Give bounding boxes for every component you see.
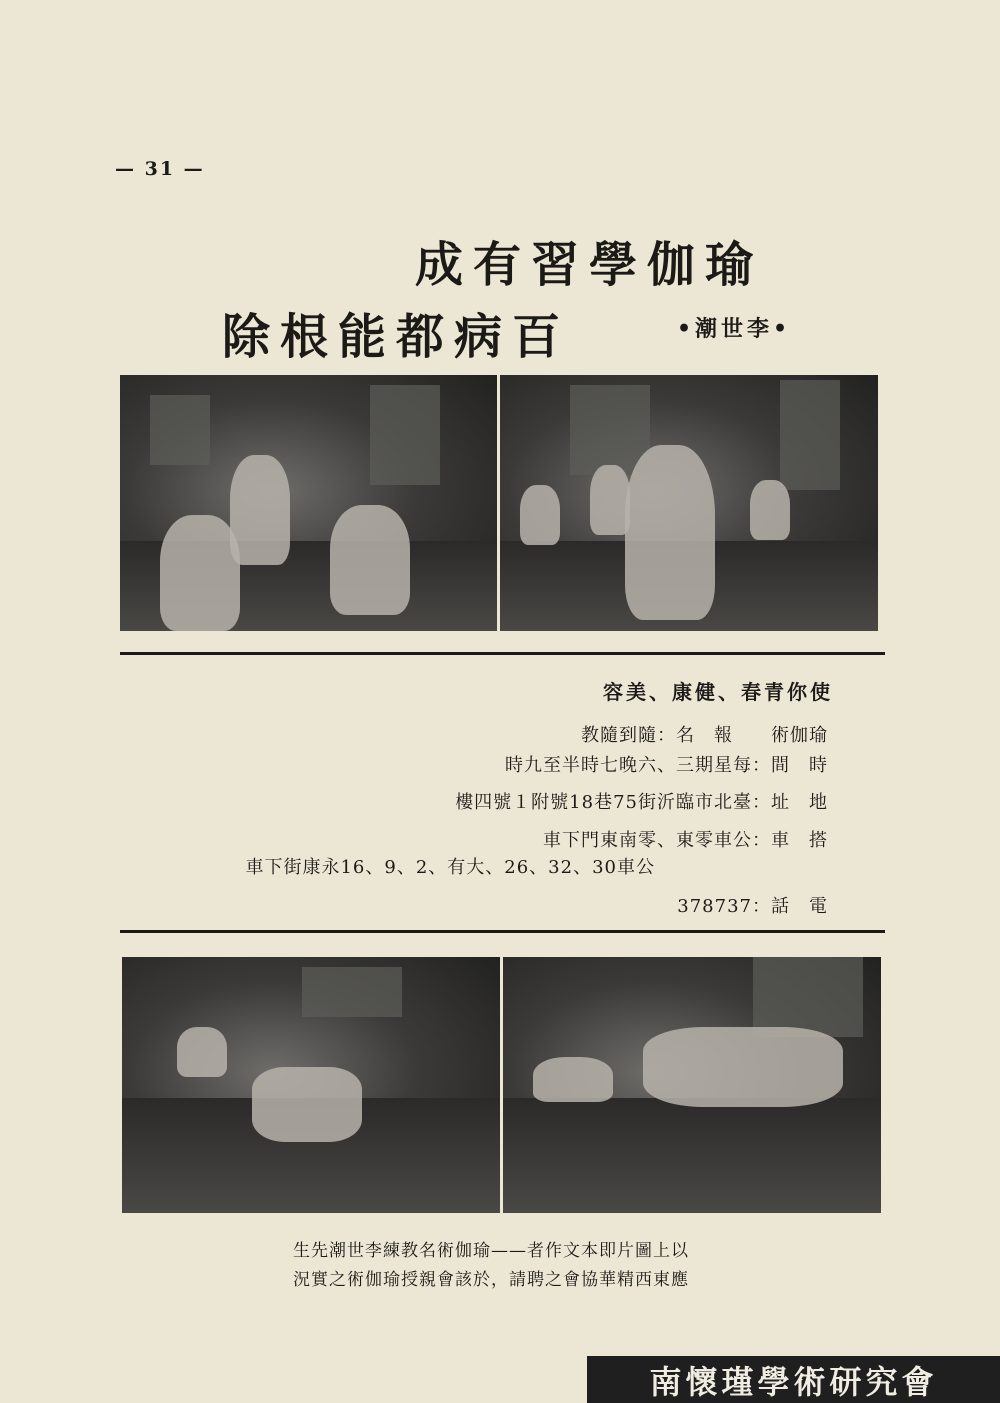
author-byline: •潮世李• xyxy=(677,316,792,342)
yoga-photo-top-left xyxy=(120,375,497,631)
article-title-line-2: 除根能都病百 xyxy=(222,309,571,365)
section-divider-bottom xyxy=(120,930,885,933)
photo-caption-line-2: 況實之術伽瑜授親會該於，請聘之會協華精西東應 xyxy=(293,1270,689,1290)
info-line-address: 樓四號１附號18巷75街沂臨市北臺：址 地 xyxy=(455,792,828,813)
info-line-time: 時九至半時七晚六、三期星每：間 時 xyxy=(505,755,828,776)
section-divider-top xyxy=(120,652,885,655)
yoga-photo-bottom-right xyxy=(503,957,881,1213)
info-line-bus-2: 車下街康永16、9、2、有大、26、32、30車公 xyxy=(245,857,655,878)
info-line-bus-1: 車下門東南零、東零車公：車 搭 xyxy=(543,830,828,851)
article-title-line-1: 成有習學伽瑜 xyxy=(415,237,764,293)
yoga-photo-bottom-left xyxy=(122,957,500,1213)
info-line-phone: 378737：話 電 xyxy=(677,896,828,917)
yoga-photo-top-right xyxy=(500,375,878,631)
info-line-course: 教隨到隨：名 報 術伽瑜 xyxy=(581,725,828,746)
page-number: — 31 — xyxy=(115,158,205,180)
publisher-watermark: 南懷瑾學術研究會 xyxy=(587,1356,1000,1403)
photo-caption-line-1: 生先潮世李練教名術伽瑜——者作文本即片圖上以 xyxy=(293,1241,689,1261)
tagline: 容美、康健、春青你使 xyxy=(603,680,833,704)
